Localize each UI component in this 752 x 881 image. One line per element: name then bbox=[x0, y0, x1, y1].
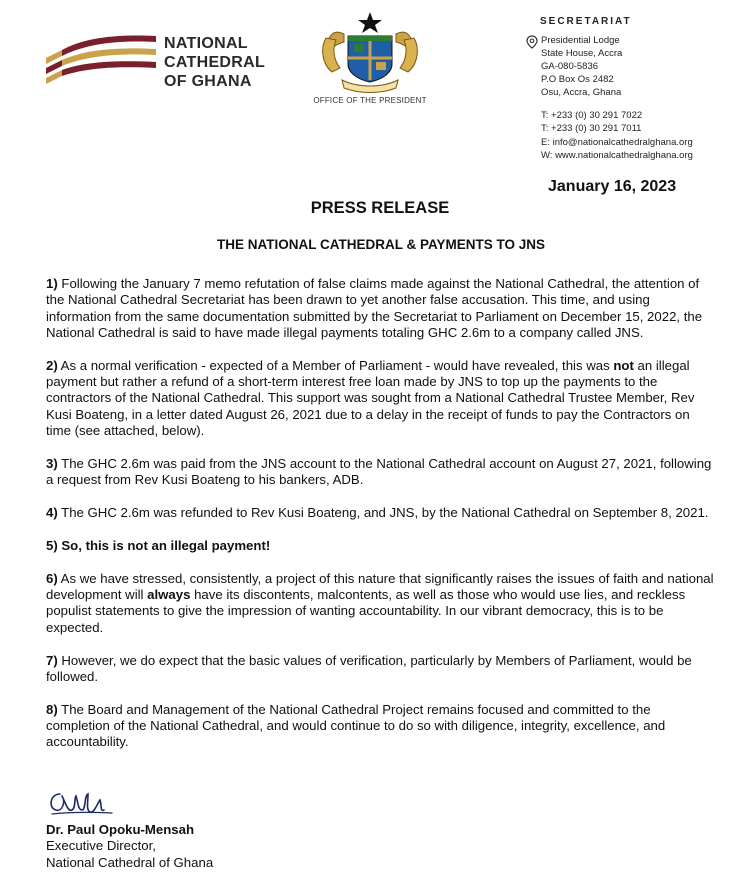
address-line: P.O Box Os 2482 bbox=[541, 74, 614, 85]
paragraph-7 bbox=[46, 653, 714, 686]
paragraph-text: As a normal verification - expected of a Member of Parliament - would have revealed, this was bbox=[57, 357, 614, 373]
press-release-heading: PRESS RELEASE bbox=[310, 199, 450, 217]
website-line: W: www.nationalcathedralghana.org bbox=[541, 150, 693, 162]
logo-line-3: OF GHANA bbox=[164, 73, 252, 90]
secretariat-title: SECRETARIAT bbox=[540, 16, 632, 27]
phone-line-1: T: +233 (0) 30 291 7022 bbox=[541, 110, 643, 121]
email-line: E: info@nationalcathedralghana.org bbox=[541, 136, 693, 148]
logo-line-1: NATIONAL bbox=[164, 35, 248, 52]
secretariat-contacts bbox=[541, 109, 693, 163]
release-date: January 16, 2023 bbox=[548, 178, 677, 195]
handwritten-signature bbox=[46, 788, 116, 820]
paragraph-number: 3) bbox=[46, 455, 58, 471]
paragraph-number: 6) bbox=[46, 570, 58, 586]
press-release-body bbox=[46, 276, 714, 767]
address-line: Presidential Lodge bbox=[541, 35, 620, 46]
paragraph-text: have its discontents, malcontents, as well as those who would use lies, and reckless populist statements to give the impression of wanting accountability. In our vibrant democracy, this is to be expected. bbox=[46, 587, 686, 635]
paragraph-number: 8) bbox=[46, 701, 58, 717]
logo-wordmark bbox=[164, 34, 265, 91]
paragraph-text: The Board and Management of the National Cathedral Project remains focused and committed to the completion of the National Cathedral, and would continue to do so with diligence, integrity, excellence, and accountability. bbox=[46, 701, 666, 750]
paragraph-text-bold: 5) So, this is not an illegal payment! bbox=[46, 537, 271, 553]
secretariat-address bbox=[541, 34, 622, 99]
paragraph-number: 2) bbox=[46, 357, 58, 373]
paragraph-2 bbox=[46, 358, 714, 439]
paragraph-5 bbox=[46, 538, 714, 554]
address-line: Osu, Accra, Ghana bbox=[541, 87, 622, 98]
paragraph-text: Following the January 7 memo refutation of false claims made against the National Cathedral, the attention of the National Cathedral Secretariat has been drawn to yet another false accusation. This time, and using information from the same documentation submitted by the Secretariat to Parliament on December 15, 2022, the National Cathedral is said to have made illegal payments totaling GHC 2.6m to a company called JNS. bbox=[46, 276, 703, 340]
address-line: GA-080-5836 bbox=[541, 61, 599, 72]
ghana-coat-of-arms-icon bbox=[318, 8, 422, 96]
signatory-organization: National Cathedral of Ghana bbox=[46, 854, 214, 870]
paragraph-4 bbox=[46, 505, 714, 521]
paragraph-text: The GHC 2.6m was refunded to Rev Kusi Boateng, and JNS, by the National Cathedral on September 8, 2021. bbox=[57, 505, 709, 521]
paragraph-8 bbox=[46, 702, 714, 751]
paragraph-text: As we have stressed, consistently, a project of this nature that significantly raises the issues of faith and national development will bbox=[46, 570, 714, 603]
address-line: State House, Accra bbox=[541, 48, 623, 59]
logo-line-2: CATHEDRAL bbox=[164, 54, 266, 71]
paragraph-number: 1) bbox=[46, 276, 58, 291]
signatory-block bbox=[46, 822, 213, 871]
paragraph-number: 7) bbox=[46, 652, 58, 668]
paragraph-1 bbox=[46, 276, 714, 341]
emphasis-text: always bbox=[147, 587, 191, 603]
signatory-title: Executive Director, bbox=[46, 838, 156, 854]
phone-line-2: T: +233 (0) 30 291 7011 bbox=[541, 123, 642, 135]
press-release-headline: THE NATIONAL CATHEDRAL & PAYMENTS TO JNS bbox=[216, 237, 546, 252]
national-cathedral-logo-mark bbox=[44, 30, 158, 86]
paragraph-3 bbox=[46, 456, 714, 489]
paragraph-text: However, we do expect that the basic values of verification, particularly by Members of Parliament, would be followed. bbox=[46, 652, 692, 684]
paragraph-text: an illegal payment but rather a refund of a short-term interest free loan made by JNS to top up the payments to the contractors of the National Cathedral. This support was sought from a National Cathedral Trustee Member, Rev Kusi Boateng, in a letter dated August 26, 2021 due to a delay in the receipt of funds to pay the Contractors on time (see attached, below). bbox=[46, 357, 695, 438]
location-pin-icon bbox=[526, 35, 538, 49]
emphasis-text: not bbox=[613, 357, 634, 373]
paragraph-text: The GHC 2.6m was paid from the JNS account to the National Cathedral account on August 27, 2021, following a request from Rev Kusi Boateng to his bankers, ADB. bbox=[46, 455, 712, 488]
paragraph-number: 4) bbox=[46, 505, 58, 521]
signatory-name: Dr. Paul Opoku-Mensah bbox=[46, 822, 195, 837]
office-of-the-president-label: OFFICE OF THE PRESIDENT bbox=[313, 96, 427, 105]
paragraph-6 bbox=[46, 571, 714, 636]
